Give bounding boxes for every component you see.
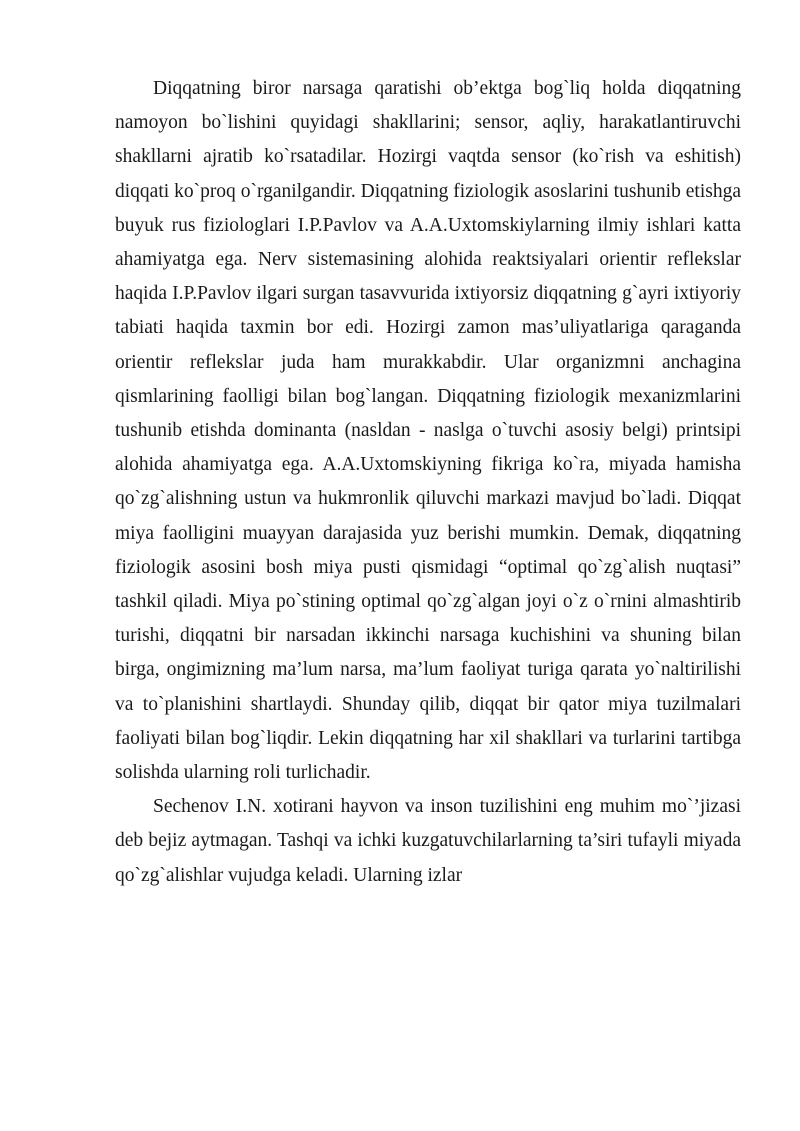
document-page (115, 72, 741, 893)
paragraph-memory-sechenov: Sechenov I.N. xotirani hayvon va inson tuzilishini eng muhim mo`’jizasi deb bejiz aytmagan. Tashqi va ichki kuzgatuvchilarlarning ta’siri tufayli miyada qo`zg`alishlar vujudga keladi. Ularning izlar (115, 796, 741, 886)
paragraph-attention-physiology: Diqqatning biror narsaga qaratishi ob’ektga bog`liq holda diqqatning namoyon bo`lishini quyidagi shakllarini; sensor, aqliy, harakatlantiruvchi shakllarni ajratib ko`rsatadilar. Hozirgi vaqtda sensor (ko`rish va eshitish) diqqati ko`proq o`rganilgandir. Diqqatning fiziologik asoslarini tushunib etishga buyuk rus fiziologlari I.P.Pavlov va A.A.Uxtomskiylarning ilmiy ishlari katta ahamiyatga ega. Nerv sistemasining alohida reaktsiyalari orientir reflekslar haqida I.P.Pavlov ilgari surgan tasavvurida ixtiyorsiz diqqatning g`ayri ixtiyoriy tabiati haqida taxmin bor edi. Hozirgi zamon mas’uliyatlariga qaraganda orientir reflekslar juda ham murakkabdir. Ular organizmni anchagina qismlarining faolligi bilan bog`langan. Diqqatning fiziologik mexanizmlarini tushunib etishda dominanta (nasldan - naslga o`tuvchi asosiy belgi) printsipi alohida ahamiyatga ega. A.A.Uxtomskiyning fikriga ko`ra, miyada hamisha qo`zg`alishning ustun va hukmronlik qiluvchi markazi mavjud bo`ladi. Diqqat miya faolligini muayyan darajasida yuz berishi mumkin. Demak, diqqatning fiziologik asosini bosh miya pusti qismidagi “optimal qo`zg`alish nuqtasi” tashkil qiladi. Miya po`stining optimal qo`zg`algan joyi o`z o`rnini almashtirib turishi, diqqatni bir narsadan ikkinchi narsaga kuchishini va shuning bilan birga, ongimizning ma’lum narsa, ma’lum faoliyat turiga qarata yo`naltirilishi va to`planishini shartlaydi. Shunday qilib, diqqat bir qator miya tuzilmalari faoliyati bilan bog`liqdir. Lekin diqqatning har xil shakllari va turlarini tartibga solishda ularning roli turlichadir. (115, 78, 741, 784)
